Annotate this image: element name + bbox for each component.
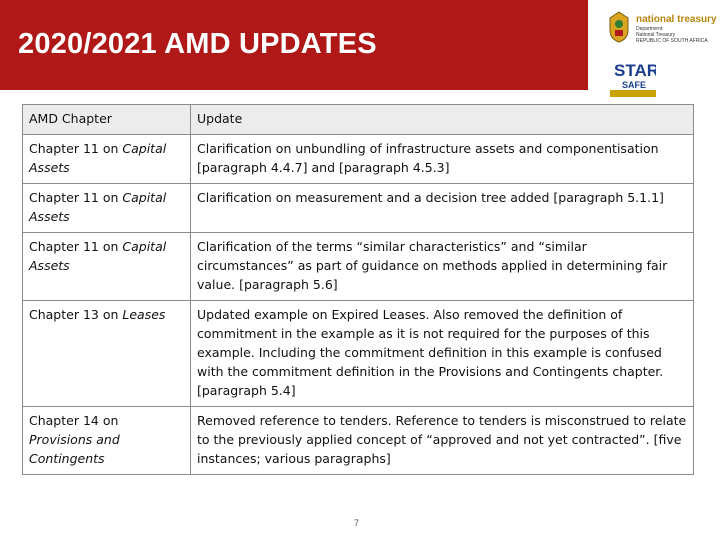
chapter-cell	[23, 184, 191, 233]
amd-updates-table	[22, 104, 694, 475]
treasury-sub-line: Department:	[636, 26, 664, 32]
national-treasury-logo	[606, 10, 718, 50]
star-safe-logo	[610, 58, 656, 98]
star-safe-text: SAFE	[622, 80, 647, 90]
star-logo-icon	[610, 58, 656, 90]
title-banner	[0, 0, 588, 90]
logo-area	[596, 0, 720, 100]
update-cell: Updated example on Expired Leases. Also removed the definition of commitment in the example as it is not required for the purposes of this example. Including the commitment definition in this example is confused with the commitment definition in the Provisions and Contingents chapter. [paragraph 5.4]	[191, 301, 694, 407]
treasury-sub-line: National Treasury	[636, 32, 676, 38]
update-cell: Clarification on unbundling of infrastructure assets and componentisation [paragraph 4.4.7] and [paragraph 4.5.3]	[191, 135, 694, 184]
treasury-name: national treasury	[636, 14, 717, 25]
chapter-topic: Capital Assets	[29, 141, 167, 175]
update-cell: Clarification on measurement and a decision tree added [paragraph 5.1.1]	[191, 184, 694, 233]
table-header-row	[23, 105, 694, 135]
chapter-prefix: Chapter 11 on	[29, 190, 123, 205]
header-amd-chapter: AMD Chapter	[23, 105, 191, 135]
chapter-topic: Provisions and Contingents	[29, 432, 120, 466]
chapter-topic: Leases	[122, 307, 166, 322]
chapter-topic: Capital Assets	[29, 239, 167, 273]
chapter-prefix: Chapter 11 on	[29, 239, 123, 254]
page-number: 7	[354, 518, 360, 528]
chapter-prefix: Chapter 13 on	[29, 307, 123, 322]
update-cell: Clarification of the terms “similar characteristics” and “similar circumstances” as part of guidance on methods applied in determining fair value. [paragraph 5.6]	[191, 233, 694, 301]
chapter-cell	[23, 233, 191, 301]
table-row	[23, 407, 694, 475]
table-row	[23, 184, 694, 233]
treasury-subtext	[636, 26, 708, 44]
treasury-sub-line: REPUBLIC OF SOUTH AFRICA	[636, 38, 708, 44]
chapter-topic: Capital Assets	[29, 190, 167, 224]
chapter-prefix: Chapter 14 on	[29, 413, 119, 428]
header-update: Update	[191, 105, 694, 135]
chapter-cell	[23, 407, 191, 475]
table-row	[23, 301, 694, 407]
table-row	[23, 135, 694, 184]
chapter-prefix: Chapter 11 on	[29, 141, 123, 156]
table-row	[23, 233, 694, 301]
chapter-cell	[23, 135, 191, 184]
update-cell: Removed reference to tenders. Reference to tenders is misconstrued to relate to the previously applied concept of “approved and not yet contracted”. [five instances; various paragraphs]	[191, 407, 694, 475]
star-text: STAR	[614, 61, 656, 80]
chapter-cell	[23, 301, 191, 407]
slide-title: 2020/2021 AMD UPDATES	[18, 28, 377, 60]
star-tagline-bar	[610, 90, 656, 97]
coat-of-arms-icon	[606, 10, 632, 44]
